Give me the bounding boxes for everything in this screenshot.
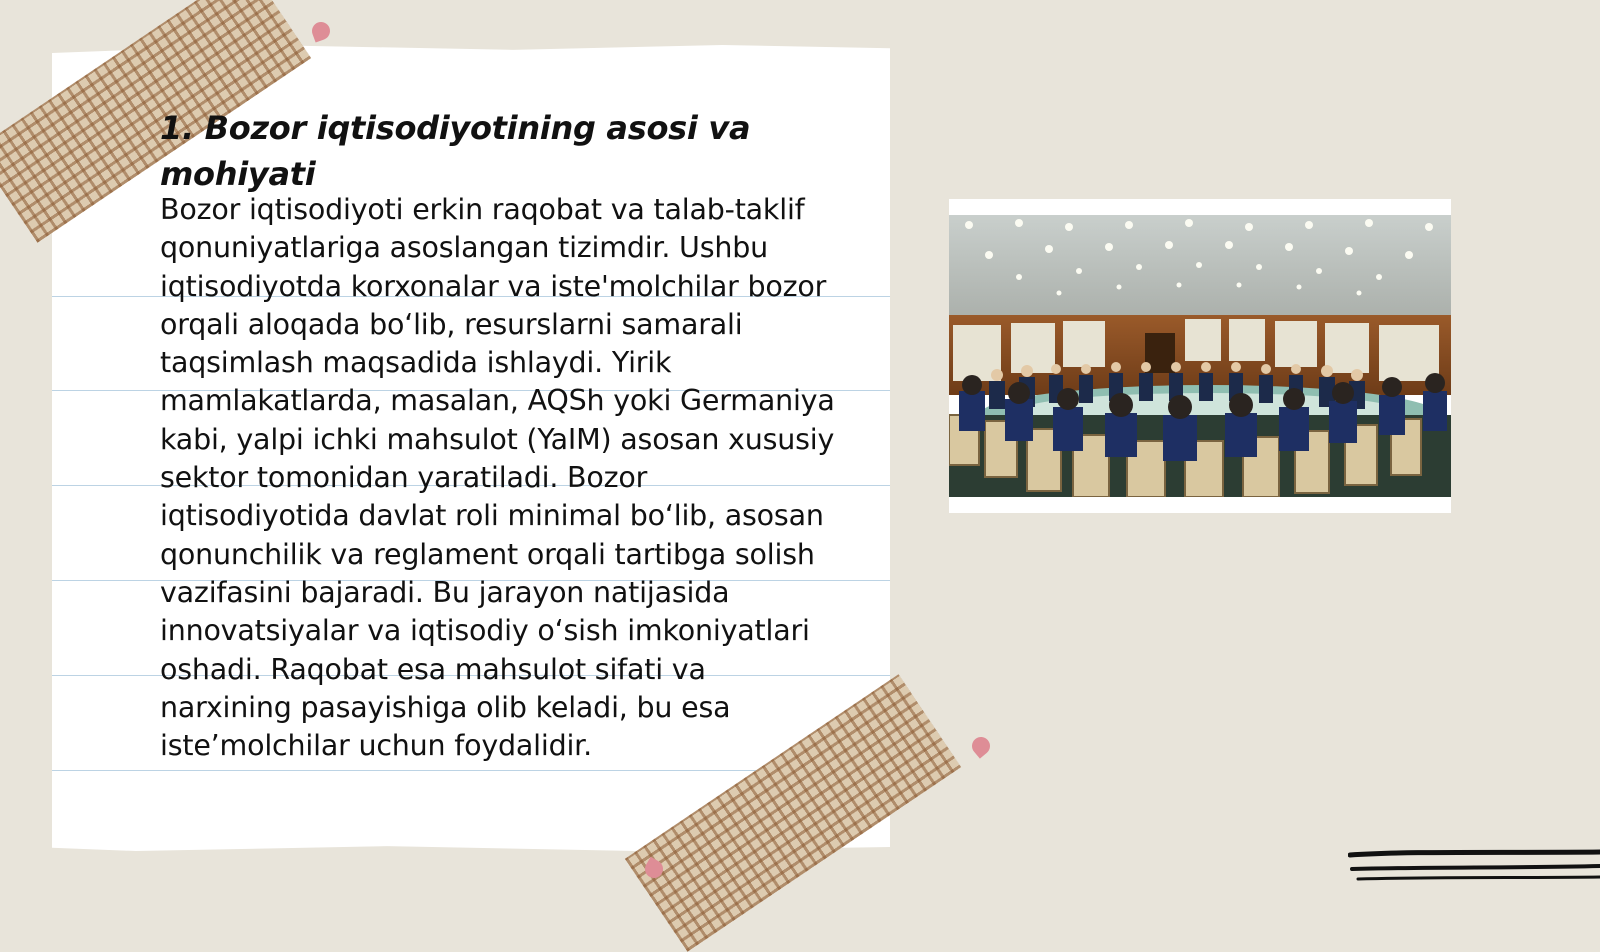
- slide-body: Bozor iqtisodiyoti erkin raqobat va talab-taklif qonuniyatlariga asoslangan tizimdir. Ushbu iqtisodiyotda korxonalar va iste'molchilar bozor orqali aloqada bo‘lib, resurslarni samarali taqsimlash maqsadida ishlaydi. Yirik mamlakatlarda, masalan, AQSh yoki Germaniya kabi, yalpi ichki mahsulot (YaIM) asosan xususiy sektor tomonidan yaratiladi. Bozor iqtisodiyotida davlat roli minimal bo‘lib, asosan qonunchilik va reglament orqali tartibga solish vazifasini bajaradi. Bu jarayon natijasida innovatsiyalar va iqtisodiy o‘sish imkoniyatlari oshadi. Raqobat esa mahsulot sifati va narxining pasayishiga olib keladi, bu esa iste’molchilar uchun foydalidir.: [160, 193, 835, 763]
- conference-photo: [949, 215, 1451, 497]
- slide-title: 1. Bozor iqtisodiyotining asosi va mohiyati: [160, 109, 751, 193]
- slide-content: [160, 105, 840, 765]
- photo-frame: [949, 199, 1451, 513]
- pin-icon: [309, 19, 332, 42]
- pin-icon: [968, 733, 993, 758]
- decorative-lines: [1348, 847, 1600, 887]
